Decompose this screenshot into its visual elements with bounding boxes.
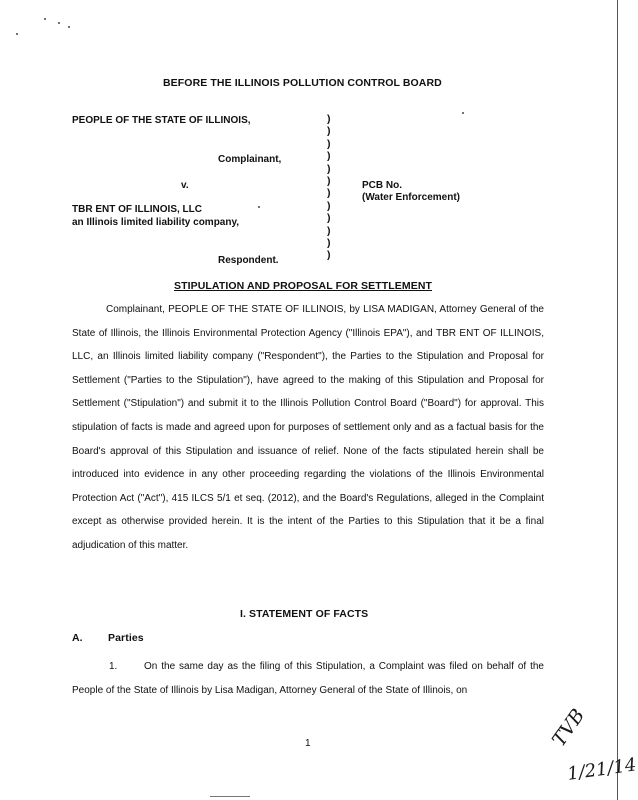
board-header: BEFORE THE ILLINOIS POLLUTION CONTROL BOARD <box>163 77 442 89</box>
versus-label: v. <box>181 180 189 191</box>
intro-paragraph <box>72 298 544 558</box>
bracket: ) <box>327 113 331 125</box>
bracket: ) <box>327 224 331 237</box>
scan-speck <box>16 33 18 35</box>
numbered-item-1 <box>72 655 544 702</box>
scan-edge-right <box>617 0 618 800</box>
scan-speck <box>58 22 60 24</box>
item-number: 1. <box>109 661 118 672</box>
plaintiff-role: Complainant, <box>218 154 282 165</box>
scan-speck <box>258 206 260 208</box>
document-title: STIPULATION AND PROPOSAL FOR SETTLEMENT <box>174 280 433 292</box>
defendant-description: an Illinois limited liability company, <box>72 217 240 228</box>
subsection-letter: A. <box>72 632 83 644</box>
plaintiff-name: PEOPLE OF THE STATE OF ILLINOIS, <box>72 115 251 126</box>
bracket: ) <box>327 237 331 250</box>
subsection-title: Parties <box>108 632 144 644</box>
bracket: ) <box>327 125 331 138</box>
bracket: ) <box>327 249 331 262</box>
case-number: PCB No. <box>362 180 402 191</box>
bracket: ) <box>327 150 331 163</box>
intro-paragraph-text: Complainant, PEOPLE OF THE STATE OF ILLINOIS, by LISA MADIGAN, Attorney General of the State of Illinois, the Illinois Environmental Protection Agency ("Illinois EPA"), and TBR ENT OF ILLINOIS, LLC, an Illinois limited liability company ("Respondent"), the Parties to the Stipulation and Proposal for Settlement ("Parties to the Stipulation"), have agreed to the making of this Stipulation and Proposal for Settlement ("Stipulation") and submit it to the Illinois Pollution Control Board ("Board") for approval. This stipulation of facts is made and agreed upon for purposes of settlement only and as a factual basis for the Board's approval of this Stipulation and issuance of relief. None of the facts stipulated herein shall be introduced into evidence in any other proceeding regarding the violations of the Illinois Environmental Protection Act ("Act"), 415 ILCS 5/1 et seq. (2012), and the Board's Regulations, alleged in the Complaint except as otherwise provided herein. It is the intent of the Parties to this Stipulation that it be a final adjudication of this matter. <box>72 304 544 551</box>
bracket: ) <box>327 187 331 200</box>
item-text: On the same day as the filing of this Stipulation, a Complaint was filed on behalf of the People of the State of Illinois by Lisa Madigan, Attorney General of the State of Illinois, on <box>72 661 544 696</box>
section-heading: I. STATEMENT OF FACTS <box>240 608 369 620</box>
scan-edge-bottom <box>210 796 250 797</box>
scan-speck <box>462 112 464 114</box>
bracket: ) <box>327 137 331 150</box>
bracket: ) <box>327 199 331 212</box>
page-number: 1 <box>305 738 311 749</box>
bracket: ) <box>327 175 331 188</box>
defendant-name: TBR ENT OF ILLINOIS, LLC <box>72 204 202 215</box>
bracket: ) <box>327 162 331 175</box>
scan-speck <box>68 26 70 28</box>
handwritten-initials: TVB <box>548 704 590 751</box>
handwritten-date: 1/21/14 <box>566 754 638 785</box>
defendant-role: Respondent. <box>218 255 279 266</box>
caption-bracket-column <box>327 113 335 262</box>
case-type: (Water Enforcement) <box>362 192 460 203</box>
scan-speck <box>44 18 46 20</box>
bracket: ) <box>327 212 331 225</box>
